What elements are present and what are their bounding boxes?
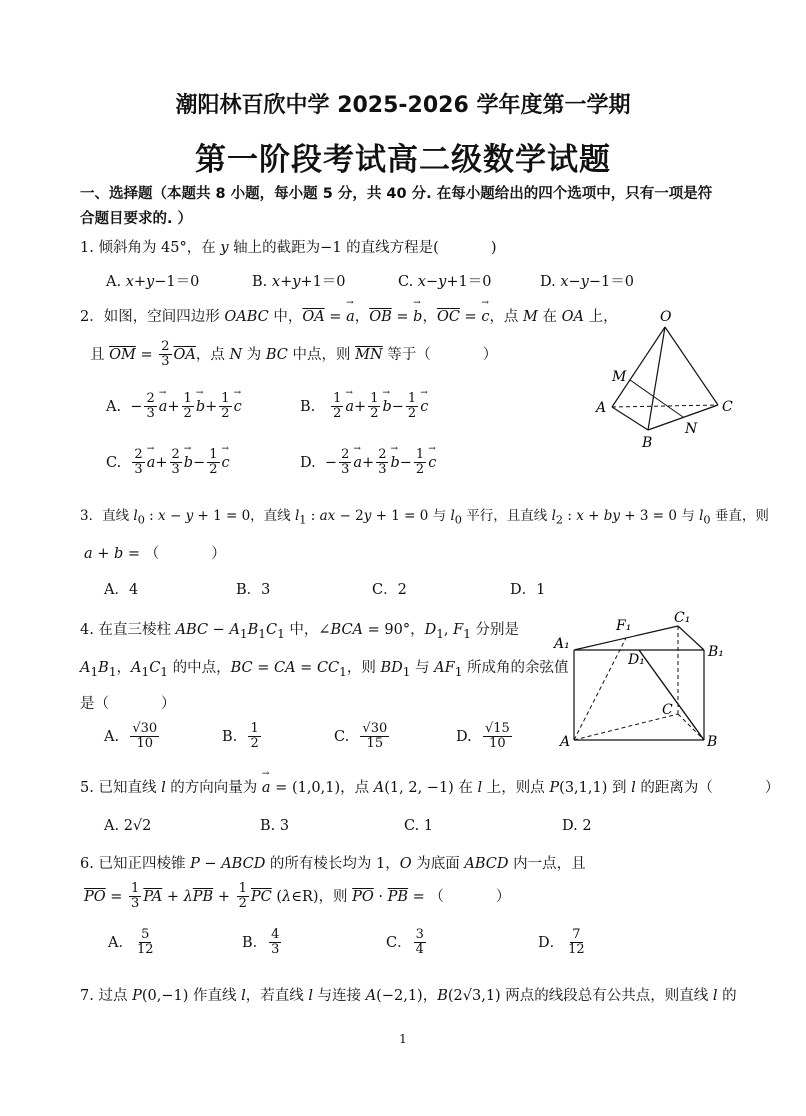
label-b: B [707, 734, 718, 750]
question-3-stem: 3．直线 $l_0$ : x − y + 1 = 0，直线 $l_1$ : ax − 2y + 1 = 0 与 $l_0$ 平行，且直线 $l_2$ : x + by + 3 = 0 与 $l_0$ 垂直，则 [80, 508, 769, 527]
edge-c1b1 [678, 626, 704, 650]
question-1-option-c[interactable]: C. x−y+1＝0 [398, 274, 492, 290]
question-2-option-c[interactable]: C. $\frac{2}{3}$ → a+ $\frac{2}{3}$ → b− $\frac{1}{2}$ → c [106, 448, 230, 478]
label-c: C [722, 399, 733, 415]
edge-ac [612, 405, 718, 407]
question-6-option-a[interactable]: A． $\frac{5}{12}$ [108, 927, 154, 958]
question-2-stem: 2．如图，空间四边形 OABC 中，$\overline{OA}$ = → a，$\overline{OB}$ = → b，$\overline{OC}$ = → c，点 M 在 OA 上， [80, 305, 618, 326]
section-heading-line1: 一、选择题（本题共 8 小题，每小题 5 分，共 40 分. 在每小题给出的四个选项中，只有一项是符 [80, 186, 713, 202]
question-3-option-c[interactable]: C．2 [372, 582, 407, 598]
question-7-stem: 7. 过点 P(0,−1) 作直线 l，若直线 l 与连接 A(−2,1)，B(2√3,1) 两点的线段总有公共点，则直线 l 的 [80, 988, 737, 1004]
question-1-stem: 1. 倾斜角为 45°，在 y 轴上的截距为−1 的直线方程是( ) [80, 240, 497, 256]
question-6-option-d[interactable]: D． $\frac{7}{12}$ [538, 927, 585, 958]
question-4-option-a[interactable]: A. $\frac{√30}{10}$ [104, 721, 158, 752]
edge-oa [612, 327, 665, 407]
question-3-option-b[interactable]: B．3 [236, 582, 271, 598]
label-c1: C₁ [674, 610, 691, 626]
question-4-stem-2: $A_1B_1$，$A_1C_1$ 的中点，BC = CA = $CC_1$，则 $BD_1$ 与 $AF_1$ 所成角的余弦值 [80, 660, 569, 679]
label-d1: D₁ [628, 652, 645, 668]
question-5-option-b[interactable]: B. 3 [260, 818, 290, 834]
edge-cb [678, 714, 704, 740]
question-1-option-b[interactable]: B. x+y+1＝0 [252, 274, 346, 290]
question-2-option-a[interactable]: A. − $\frac{2}{3}$ → a+ $\frac{1}{2}$ → b+ $\frac{1}{2}$ → c [106, 392, 242, 422]
edge-ab [612, 407, 648, 430]
label-a: A [596, 400, 607, 416]
question-1-option-a[interactable]: A. x+y−1＝0 [106, 274, 200, 290]
question-4-stem: 4. 在直三棱柱 ABC − $A_1B_1C_1$ 中，∠BCA = 90°，$D_1$, $F_1$ 分别是 [80, 622, 519, 641]
question-6-stem-2: $\overline{PO}$ = $\frac{1}{3}$ $\overline{PA} + \lambda\overline{PB}$ + $\frac{1}{2}$ $\overline{PC}$ (λ∈R)，则 $\overline{PO} \cdot \overline{PB}$ = （ ） [84, 881, 511, 912]
segment-mn [630, 380, 683, 417]
edge-oc [665, 327, 718, 405]
exam-title: 第一阶段考试高二级数学试题 [195, 142, 611, 178]
question-4-option-d[interactable]: D. $\frac{√15}{10}$ [456, 721, 510, 752]
question-3-option-d[interactable]: D．1 [510, 582, 546, 598]
question-2-stem-2: 且 $\overline{OM}$ = $\frac{2}{3}$ $\overline{OA}$，点 N 为 BC 中点，则 $\overline{MN}$ 等于（ ） [90, 339, 498, 370]
question-1-option-d[interactable]: D. x−y−1＝0 [540, 274, 634, 290]
prism-figure [552, 608, 742, 753]
exam-school-title: 潮阳林百欣中学 2025-2026 学年度第一学期 [175, 93, 631, 118]
tetrahedron-figure [590, 305, 750, 455]
segment-af1 [574, 638, 626, 740]
label-b1: B₁ [708, 644, 724, 660]
label-a1: A₁ [554, 636, 570, 652]
question-2-option-d[interactable]: D. − $\frac{2}{3}$ → a+ $\frac{2}{3}$ → b− $\frac{1}{2}$ → c [300, 448, 436, 478]
question-6-stem: 6. 已知正四棱锥 P − ABCD 的所有棱长均为 1，O 为底面 ABCD 内一点，且 [80, 856, 586, 872]
question-3-stem-2: a + b = （ ） [84, 546, 226, 562]
label-a: A [560, 734, 571, 750]
question-6-option-b[interactable]: B． $\frac{4}{3}$ [242, 927, 280, 958]
question-5-option-d[interactable]: D. 2 [562, 818, 592, 834]
label-m: M [612, 369, 627, 385]
question-4-option-b[interactable]: B. $\frac{1}{2}$ [222, 721, 259, 752]
label-c: C [662, 702, 673, 718]
label-n: N [685, 421, 698, 437]
page-number: 1 [399, 1032, 407, 1046]
question-6-option-c[interactable]: C． $\frac{3}{4}$ [386, 927, 424, 958]
question-4-option-c[interactable]: C. $\frac{√30}{15}$ [334, 721, 388, 752]
question-5-option-c[interactable]: C. 1 [404, 818, 434, 834]
label-b: B [642, 435, 653, 451]
edge-bc [648, 405, 718, 430]
label-o: O [660, 309, 672, 325]
question-2-option-b[interactable]: B. $\frac{1}{2}$ → a+ $\frac{1}{2}$ → b− $\frac{1}{2}$ → c [300, 392, 428, 422]
edge-ob [648, 327, 665, 430]
label-f1: F₁ [616, 618, 632, 634]
question-5-stem: 5. 已知直线 l 的方向向量为 → a = (1,0,1)，点 A(1, 2, −1) 在 l 上，则点 P(3,1,1) 到 l 的距离为（ ） [80, 776, 779, 797]
question-3-option-a[interactable]: A．4 [104, 582, 139, 598]
question-4-stem-3: 是（ ） [80, 696, 176, 712]
question-5-option-a[interactable]: A. 2√2 [104, 818, 152, 834]
section-heading-line2: 合题目要求的. ） [80, 211, 193, 227]
segment-bd1 [639, 650, 704, 740]
